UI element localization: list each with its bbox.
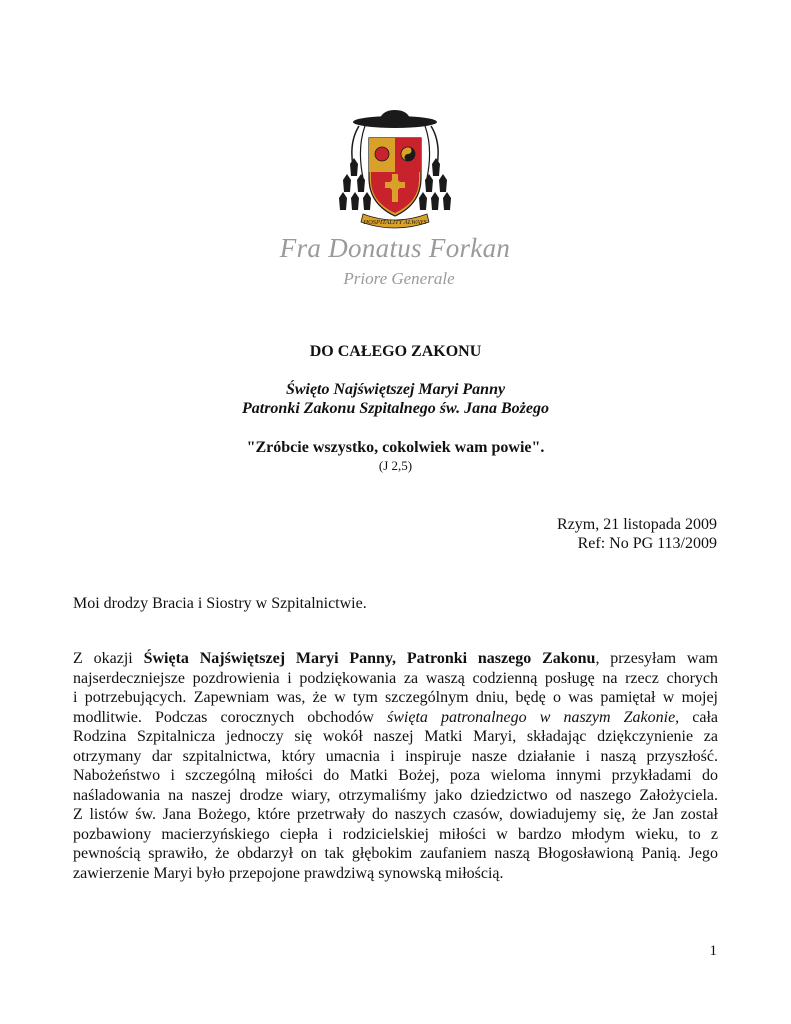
shield [369,138,421,216]
signature-name: Fra Donatus Forkan [279,233,511,263]
letter-reference: Ref: No PG 113/2009 [577,535,717,552]
feast-title-line2: Patronki Zakonu Szpitalnego św. Jana Bożego [241,400,550,417]
scripture-quote: "Zróbcie wszystko, cokolwiek wam powie". [246,439,545,456]
galero-hat-crown [379,110,411,122]
greeting: Moi drodzy Bracia i Siostry w Szpitalnictwie. [73,595,367,612]
patronal-feast-italic: święta patronalnego w naszym Zakonie [387,708,676,726]
motto-text: HOSPITALITY ALWAYS [363,219,427,226]
body-line: Z listów św. Jana Bożego, które przetrwały do naszych czasów, dowiadujemy się, że Jan został [73,806,718,823]
tassels-right [419,158,451,210]
place-date: Rzym, 21 listopada 2009 [557,516,717,533]
letterhead-signature [270,232,520,290]
scripture-reference: (J 2,5) [378,458,413,473]
body-line: najserdeczniejsze pozdrowienia i podziękowania za waszą codzienną posługę na rzecz chorych [73,669,718,687]
body-line: Z okazji Święta Najświętszej Maryi Panny, Patronki naszego Zakonu, przesyłam wam [73,650,718,667]
body-line: naśladowania na naszej drodze wiary, otrzymaliśmy jako dziedzictwo od naszego Założyciela. [73,786,718,804]
body-line: i potrzebujących. Zapewniam was, że w tym szczególnym dniu, będę o was pamiętał w mojej [73,689,718,706]
tassels-left [339,158,371,210]
coat-of-arms-logo [335,108,455,236]
feast-name-bold: Święta Najświętszej Maryi Panny, Patronki naszego Zakonu [143,650,596,667]
signature-role: Priore Generale [343,269,455,288]
body-line: modlitwie. Podczas corocznych obchodów święta patronalnego w naszym Zakonie, cała [73,708,718,726]
body-line: pozbawiony macierzyńskiego ciepła i rodzicielskiej miłości w bardzo młodym wieku, to z [73,825,718,843]
body-paragraph [73,649,718,883]
body-line: Rodzina Szpitalnicza jednoczy się wokół naszej Matki Maryi, składając dziękczynienie za [73,728,718,745]
body-line: pewnością sprawiło, że obdarzył on tak głębokim zaufaniem naszą Błogosławioną Panią. Jego [73,845,718,862]
page-number: 1 [709,943,717,959]
document-heading: DO CAŁEGO ZAKONU [309,343,482,360]
body-line: Nabożeństwo i szczególną miłości do Matki Bożej, poza wieloma innymi przykładami do [73,767,718,784]
body-line: otrzymany dar szpitalnictwa, który umacnia i inspiruje nasze działanie i naszą przyszłość. [73,747,718,765]
feast-title-line1: Święto Najświętszej Maryi Panny [285,381,506,398]
body-line: zawierzenie Maryi było przepojone prawdziwą synowską miłością. [73,864,504,882]
